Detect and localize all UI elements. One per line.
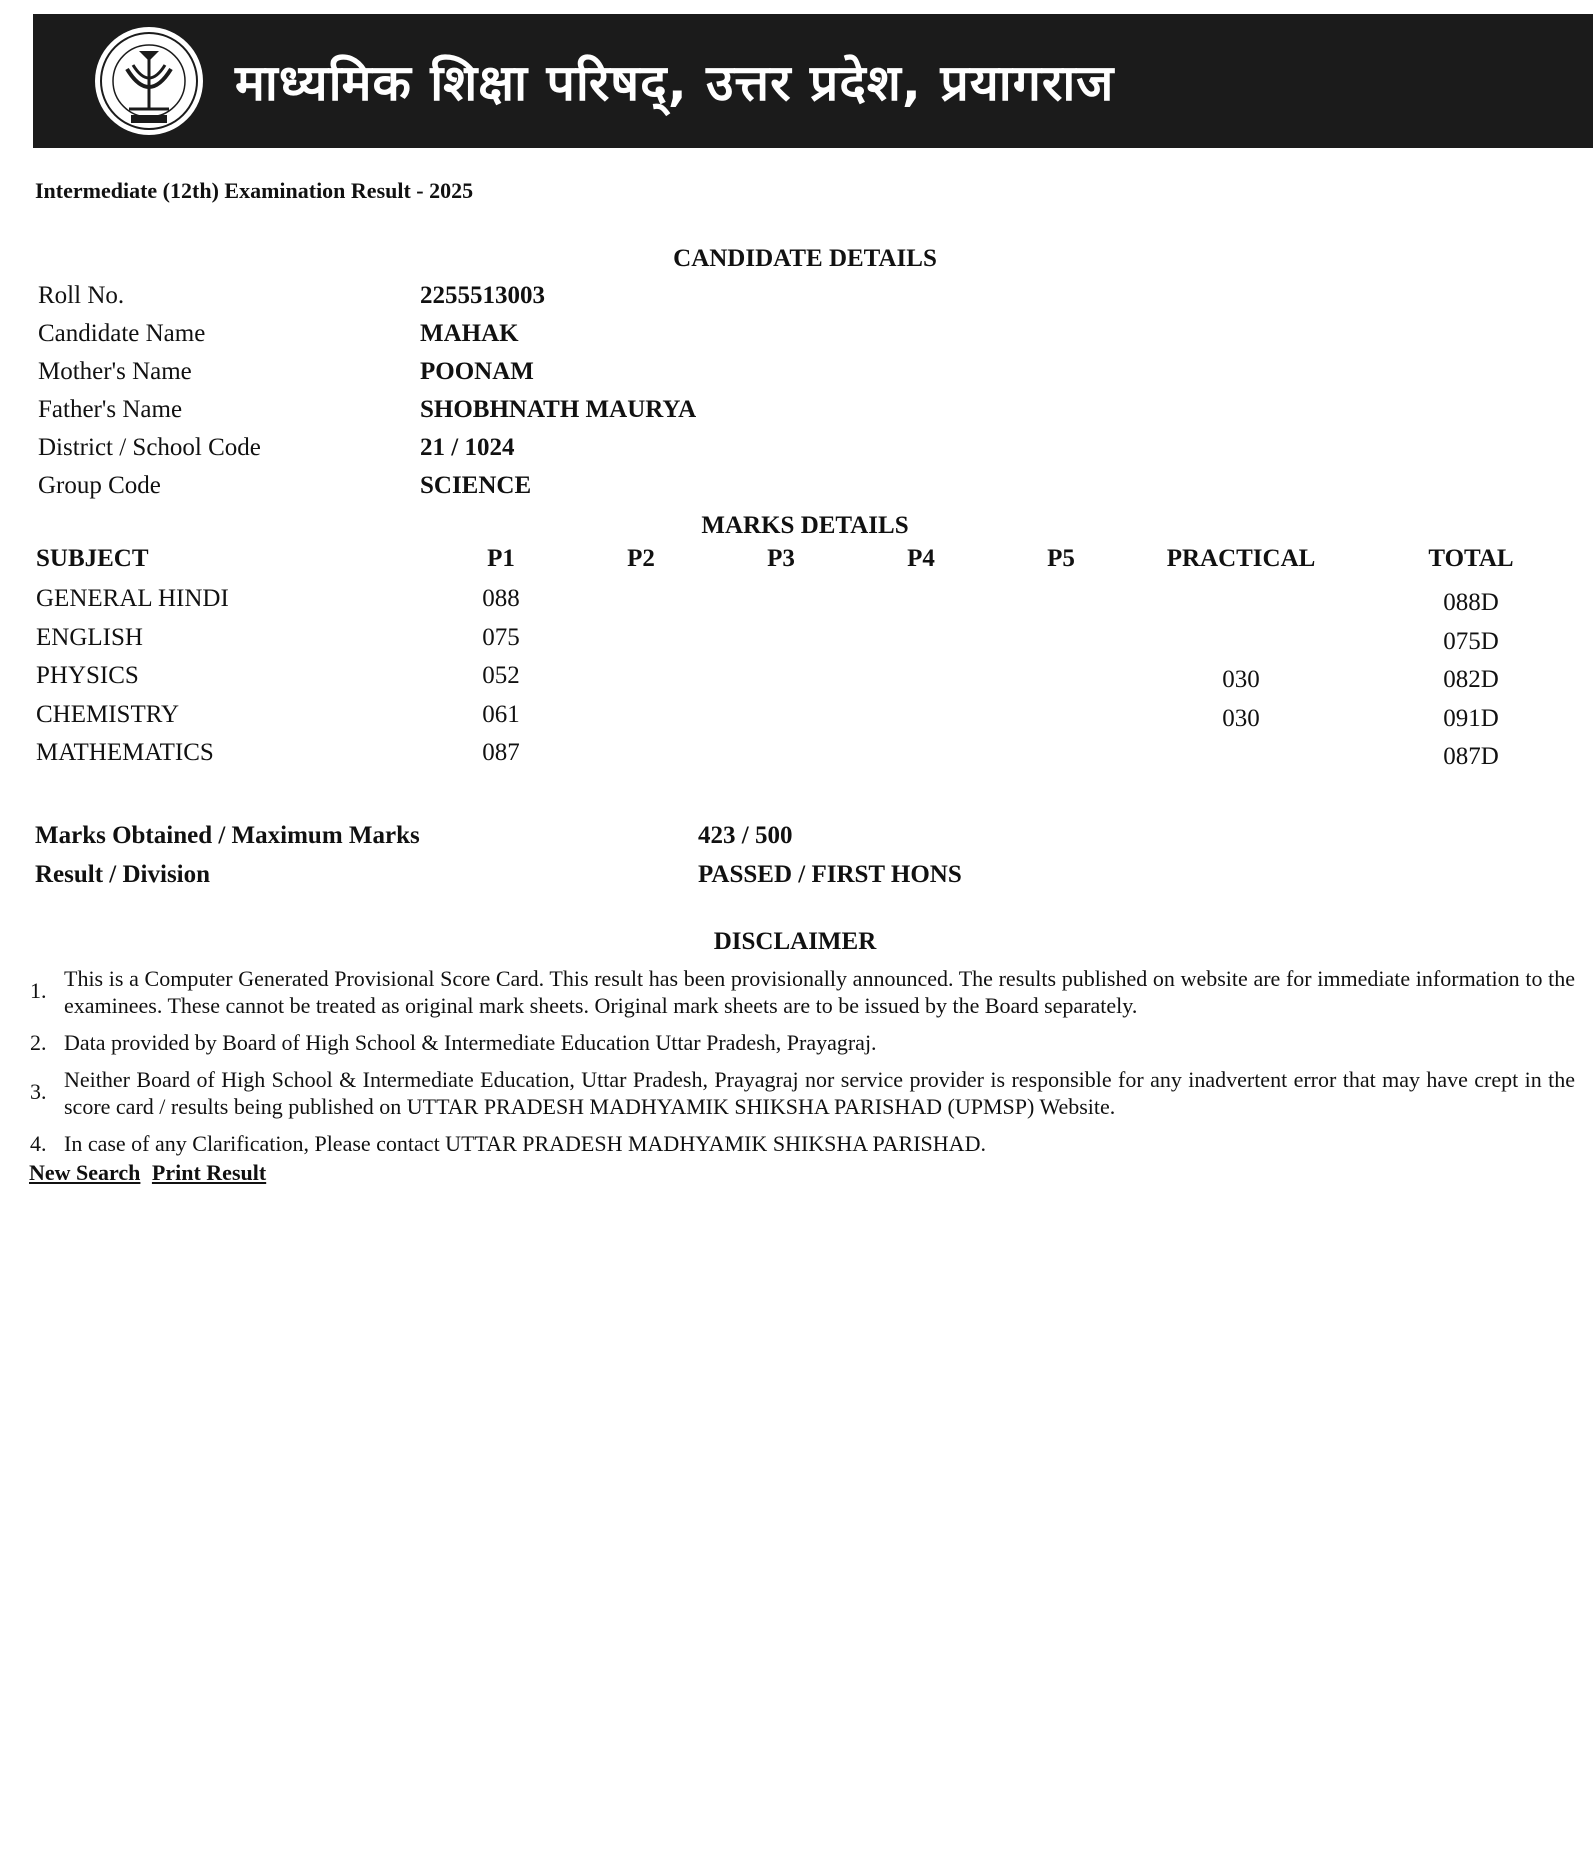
disclaimer-item — [30, 1066, 1575, 1120]
disclaimer-item — [30, 965, 1575, 1019]
cell-p1: 087 — [482, 739, 520, 766]
cell-total: 091D — [1443, 704, 1499, 732]
marks-details-heading: MARKS DETAILS — [701, 512, 909, 539]
disclaimer-item-text: This is a Computer Generated Provisional Score Card. This result has been provisionally announced. The results published on website are for immediate information to the examinees. These cannot be treated as original mark sheets. Original mark sheets are to be issued by the Board separately. — [64, 966, 1575, 1018]
detail-row-district-school-code — [38, 434, 514, 462]
disclaimer-item — [30, 1029, 1575, 1056]
detail-row-mother-name — [38, 358, 534, 386]
disclaimer-item-text: In case of any Clarification, Please contact UTTAR PRADESH MADHYAMIK SHIKSHA PARISHAD. — [64, 1131, 986, 1156]
cell-subject: MATHEMATICS — [36, 739, 214, 766]
disclaimer-item-number: 1. — [30, 978, 47, 1003]
detail-row-roll-no — [38, 282, 545, 310]
result-division-row — [35, 861, 962, 889]
detail-row-father-name — [38, 396, 696, 424]
result-division-value: PASSED / FIRST HONS — [698, 861, 962, 888]
cell-p1: 088 — [482, 585, 520, 612]
col-header-p1: P1 — [487, 545, 515, 572]
marks-header-row — [36, 545, 1591, 585]
detail-label: Candidate Name — [38, 320, 206, 347]
cell-p1: 075 — [482, 623, 520, 651]
result-division-label: Result / Division — [35, 861, 211, 888]
cell-p1: 061 — [482, 700, 520, 728]
up-govt-emblem-icon — [93, 25, 205, 137]
disclaimer-item — [30, 1130, 1575, 1157]
disclaimer-heading: DISCLAIMER — [713, 928, 877, 955]
detail-row-group-code — [38, 472, 531, 500]
cell-subject: ENGLISH — [36, 623, 143, 651]
col-header-p3: P3 — [767, 545, 795, 572]
col-header-practical: PRACTICAL — [1166, 545, 1316, 572]
detail-value: SHOBHNATH MAURYA — [420, 396, 697, 423]
cell-subject: GENERAL HINDI — [36, 585, 229, 612]
detail-value: 21 / 1024 — [420, 434, 515, 461]
col-header-subject: SUBJECT — [36, 545, 149, 572]
col-header-p4: P4 — [907, 545, 935, 572]
detail-label: Father's Name — [38, 396, 183, 423]
col-header-total: TOTAL — [1428, 545, 1514, 572]
candidate-details-heading: CANDIDATE DETAILS — [673, 245, 937, 272]
col-header-p5: P5 — [1047, 545, 1075, 572]
detail-value: 2255513003 — [420, 282, 545, 309]
table-row — [36, 662, 1591, 701]
print-result-link[interactable]: Print Result — [151, 1160, 267, 1185]
cell-practical: 030 — [1222, 666, 1260, 693]
detail-label: Roll No. — [38, 282, 125, 309]
disclaimer-item-number: 3. — [30, 1079, 47, 1104]
cell-practical: 030 — [1222, 704, 1260, 732]
cell-total: 075D — [1443, 627, 1499, 655]
detail-label: Group Code — [38, 472, 161, 499]
table-row — [36, 624, 1591, 663]
new-search-link[interactable]: New Search — [29, 1160, 141, 1185]
detail-value: POONAM — [420, 358, 534, 385]
marks-obtained-value: 423 / 500 — [698, 822, 793, 849]
marks-obtained-row — [35, 822, 792, 850]
cell-total: 082D — [1443, 666, 1499, 693]
disclaimer-list — [30, 965, 1575, 1167]
table-row — [36, 739, 1591, 778]
detail-label: District / School Code — [38, 434, 261, 461]
cell-total: 087D — [1443, 743, 1499, 770]
disclaimer-item-text: Data provided by Board of High School & Intermediate Education Uttar Pradesh, Prayagraj. — [64, 1030, 877, 1055]
result-actions — [29, 1160, 272, 1186]
table-row — [36, 585, 1591, 624]
disclaimer-item-number: 2. — [30, 1030, 47, 1055]
detail-label: Mother's Name — [38, 358, 192, 385]
detail-row-candidate-name — [38, 320, 519, 348]
disclaimer-item-text: Neither Board of High School & Intermediate Education, Uttar Pradesh, Prayagraj nor service provider is responsible for any inadvertent error that may have crept in the score card / results being published on UTTAR PRADESH MADHYAMIK SHIKSHA PARISHAD (UPMSP) Website. — [64, 1067, 1575, 1119]
cell-p1: 052 — [482, 662, 520, 689]
table-row — [36, 701, 1591, 740]
header-banner — [33, 14, 1593, 148]
disclaimer-item-number: 4. — [30, 1131, 47, 1156]
cell-subject: CHEMISTRY — [36, 700, 180, 728]
cell-total: 088D — [1443, 589, 1499, 616]
marks-table — [36, 545, 1591, 778]
detail-value: MAHAK — [420, 320, 519, 347]
detail-value: SCIENCE — [420, 472, 532, 499]
col-header-p2: P2 — [627, 545, 655, 572]
cell-subject: PHYSICS — [36, 662, 139, 689]
exam-title: Intermediate (12th) Examination Result - 2025 — [35, 178, 474, 203]
marks-obtained-label: Marks Obtained / Maximum Marks — [35, 822, 420, 849]
board-title: माध्यमिक शिक्षा परिषद्, उत्तर प्रदेश, प्रयागराज — [235, 54, 1115, 112]
